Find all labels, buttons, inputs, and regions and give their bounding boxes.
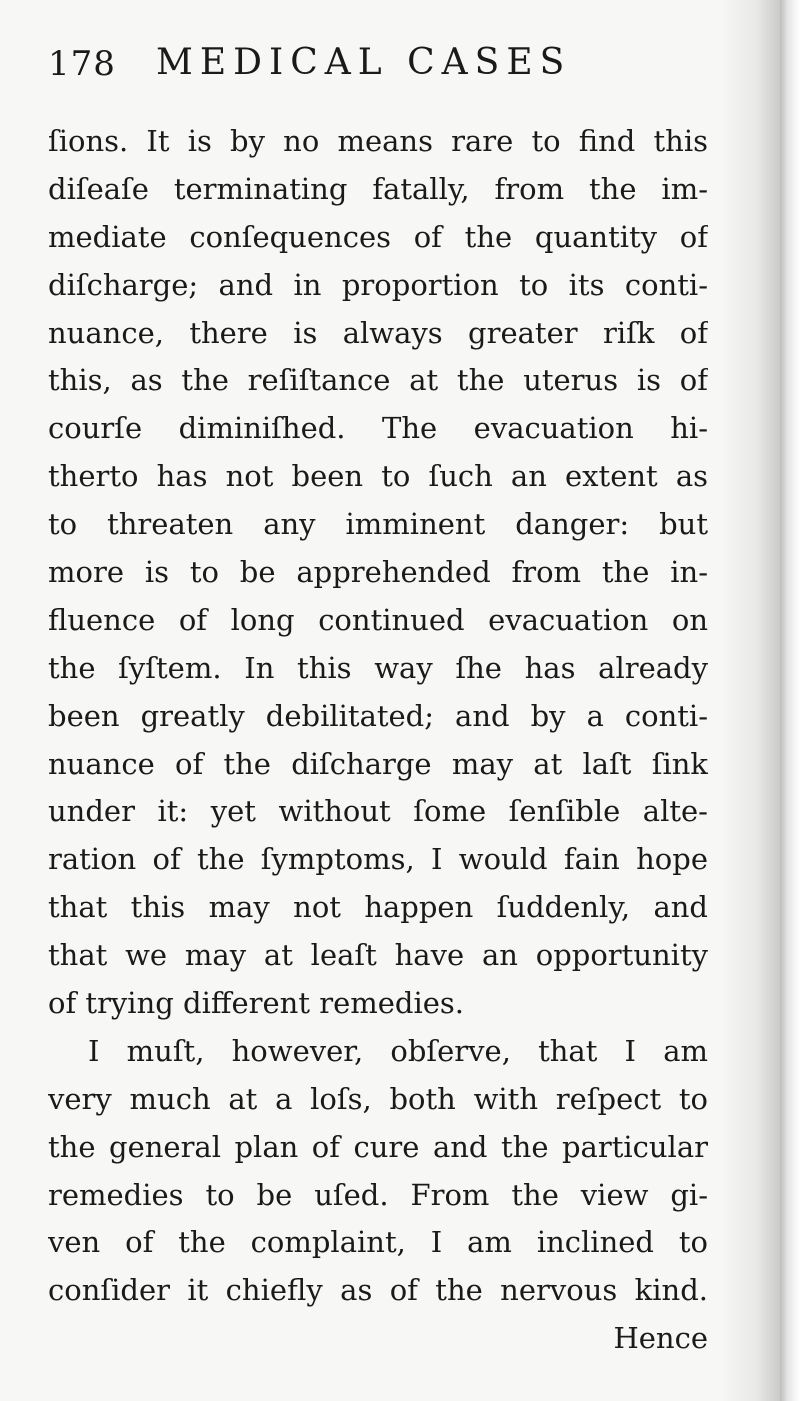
text-line: remedies to be uſed. From the view gi- [48,1177,708,1212]
text-line: mediate conſequences of the quantity of [48,219,708,254]
text-line: nuance, there is always greater riſk of [48,315,708,350]
page-gutter-shadow [720,0,780,1401]
text-line: the general plan of cure and the particular [48,1129,708,1164]
text-line: ration of the ſymptoms, I would fain hope [48,842,708,877]
text-line: courſe diminiſhed. The evacuation hi- [48,411,708,446]
text-line: that we may at leaſt have an opportunity [48,938,708,973]
text-line: conſider it chiefly as of the nervous kind. [48,1273,708,1308]
text-line: I muſt, however, obſerve, that I am [88,1033,708,1068]
text-line: this, as the reſiſtance at the uterus is of [48,363,708,398]
text-line: that this may not happen ſuddenly, and [48,890,708,925]
catchword: Hence [613,1321,708,1356]
text-line: very much at a loſs, both with reſpect to [48,1081,708,1116]
text-line: to threaten any imminent danger: but [48,507,708,542]
page-number: 178 [48,44,116,84]
page-edge [780,0,800,1401]
text-line: nuance of the diſcharge may at laſt ſink [48,746,708,781]
text-line: of trying different remedies. [48,986,465,1021]
text-line: the ſyſtem. In this way ſhe has already [48,650,708,685]
text-line: more is to be apprehended from the in- [48,555,708,590]
text-line: ſions. It is by no means rare to find this [48,124,708,158]
text-line: diſcharge; and in proportion to its conti- [48,267,708,302]
text-line: been greatly debilitated; and by a conti- [48,698,708,733]
running-title: MEDICAL CASES [156,42,572,83]
text-line: therto has not been to ſuch an extent as [48,459,708,494]
running-header [48,40,708,92]
text-line: under it: yet without ſome ſenſible alte- [48,794,708,829]
text-line: ven of the complaint, I am inclined to [48,1225,708,1260]
text-line: diſeaſe terminating fatally, from the im- [48,171,708,206]
body-text [48,118,708,1363]
text-line: fluence of long continued evacuation on [48,602,708,637]
